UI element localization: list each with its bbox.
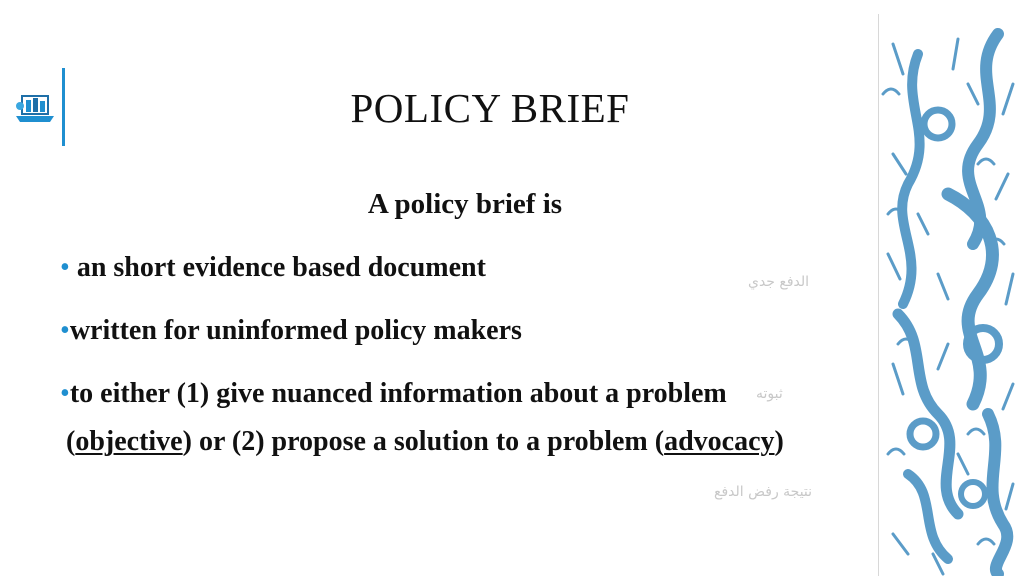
bullet-marker: • [60,378,70,409]
bullet-marker: • [60,315,70,346]
underlined-term-objective: objective [75,426,183,457]
bullet-text: to either (1) give nuanced information about a problem [69,378,727,409]
bullet-text: an short evidence based document [76,252,486,283]
bullet-item [60,315,522,347]
bullet-text: ) or (2) propose a solution to a problem ( [182,426,665,457]
bullet-item [60,378,727,410]
faint-arabic-text: ثبوته [756,386,783,402]
bullet-marker: • [60,252,70,283]
arabic-calligraphy-art [878,14,1024,576]
bullet-item [60,252,486,284]
bullet-text: written for uninformed policy makers [69,315,522,346]
slide-title: POLICY BRIEF [350,85,630,131]
logo-divider [62,68,65,146]
slide-subtitle: A policy brief is [367,188,563,220]
faint-arabic-text: الدفع جدي [748,274,810,290]
faint-arabic-text: نتيجة رفض الدفع [714,484,813,500]
bullet-text: ( [66,426,76,457]
bullet-text: ) [774,426,784,457]
university-logo-icon [14,92,56,124]
bullet-continuation [66,426,784,458]
underlined-term-advocacy: advocacy [664,426,775,457]
